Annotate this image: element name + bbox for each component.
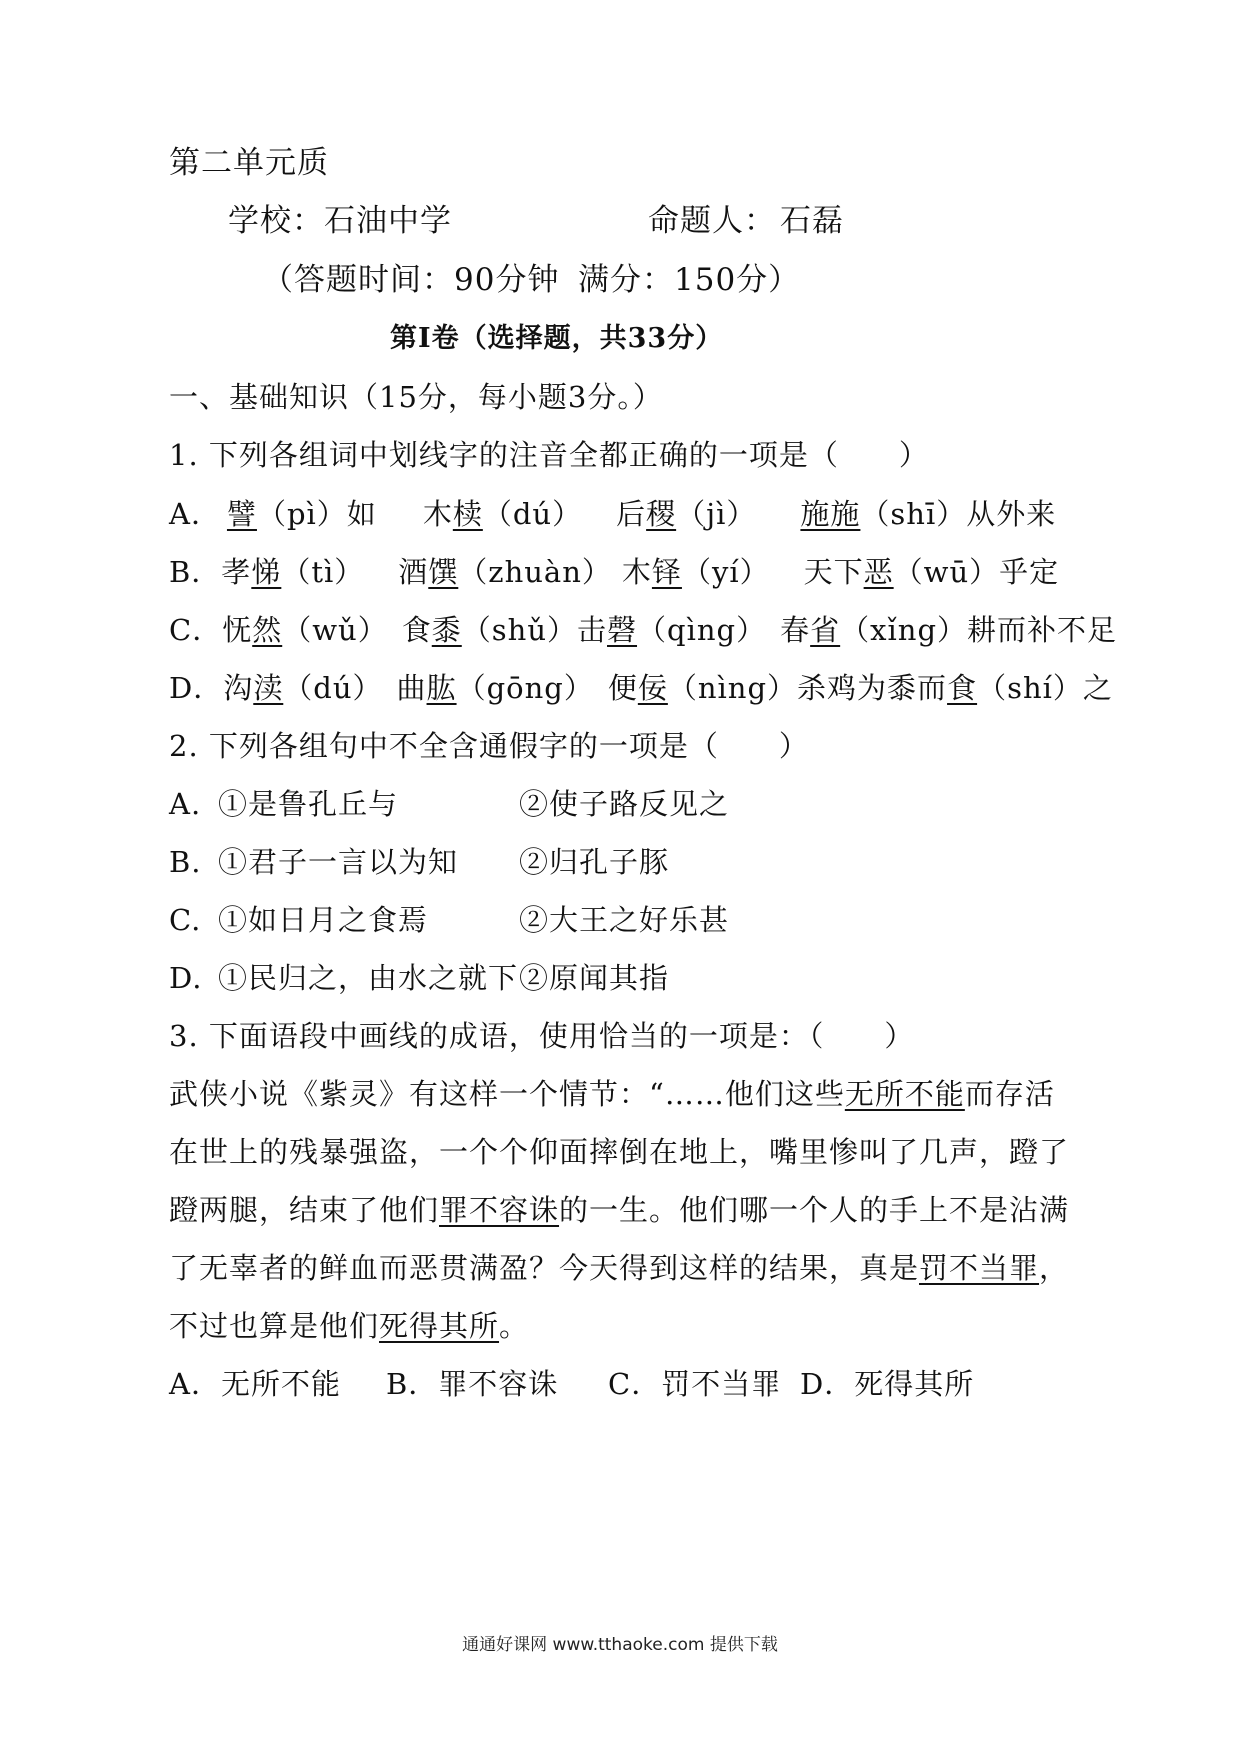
school-label: 学校：石油中学	[228, 203, 452, 239]
option-text: （qìng）	[637, 613, 767, 647]
q2-option-c-s1: ①如日月之食焉	[218, 903, 429, 937]
q3-paragraph-line-3	[169, 1190, 1069, 1230]
q3-paragraph-line-4	[169, 1248, 1069, 1288]
document-title: 第二单元质	[169, 145, 329, 181]
underlined-idiom: 罚不当罪	[919, 1251, 1040, 1285]
author-label: 命题人：	[648, 203, 776, 239]
q3-option-c: C．罚不当罪	[608, 1367, 782, 1401]
paragraph-text: 武侠小说《紫灵》有这样一个情节：“……他们这些	[169, 1077, 845, 1111]
option-text: 木	[621, 555, 652, 589]
option-text: （wǔ）	[282, 613, 388, 647]
option-text: 曲	[396, 671, 427, 705]
q3-stem: 3. 下面语段中画线的成语，使用恰当的一项是：（ ）	[169, 1019, 915, 1053]
underlined-idiom: 罪不容诛	[439, 1193, 560, 1227]
q2-option-b-s2: ②归孔子豚	[519, 845, 670, 879]
paragraph-text: 了无辜者的鲜血而恶贯满盈？今天得到这样的结果，真是	[169, 1251, 920, 1285]
volume-title: 第Ⅰ卷（选择题，共33分）	[390, 323, 724, 354]
underlined-char: 然	[252, 613, 283, 647]
option-text: 食	[401, 613, 432, 647]
underlined-char: 稷	[646, 497, 677, 531]
option-text: A．	[169, 497, 221, 531]
paragraph-text: 。	[499, 1309, 530, 1343]
underlined-char: 椟	[452, 497, 483, 531]
q2-option-b-letter: B.	[169, 845, 202, 879]
q2-option-a-s2: ②使子路反见之	[519, 787, 730, 821]
q2-option-c-s2: ②大王之好乐甚	[519, 903, 730, 937]
option-text: （wū）乎定	[893, 555, 1060, 589]
option-text: （pì）如	[256, 497, 377, 531]
paragraph-text: 不过也算是他们	[169, 1309, 380, 1343]
q2-option-d-s1: ①民归之，由水之就下	[218, 961, 519, 995]
underlined-char: 渎	[253, 671, 284, 705]
underlined-char: 恶	[863, 555, 894, 589]
q2-option-a-s1: ①是鲁孔丘与	[218, 787, 399, 821]
option-text: （jì）	[676, 497, 757, 531]
underlined-char: 佞	[637, 671, 668, 705]
option-text: （shǔ）击	[461, 613, 608, 647]
q2-option-d-letter: D.	[169, 961, 203, 995]
underlined-idiom: 无所不能	[844, 1077, 965, 1111]
page-footer: 通通好课网 www.tthaoke.com 提供下载	[462, 1635, 778, 1655]
q2-stem: 2. 下列各组句中不全含通假字的一项是（ ）	[169, 729, 809, 763]
q3-paragraph-line-5	[169, 1306, 529, 1346]
paragraph-text: 而存活	[964, 1077, 1055, 1111]
paragraph-text: ，	[1039, 1251, 1070, 1285]
q2-option-a-letter: A.	[169, 787, 202, 821]
q1-option-a	[169, 494, 1056, 534]
q1-stem: 1. 下列各组词中划线字的注音全都正确的一项是（ ）	[169, 438, 929, 472]
underlined-char: 省	[810, 613, 841, 647]
option-text: （dú）	[283, 671, 383, 705]
underlined-char: 施施	[800, 497, 861, 531]
option-text: （dú）	[482, 497, 583, 531]
q1-option-c	[169, 610, 1117, 650]
underlined-char: 馔	[428, 555, 459, 589]
option-text: 春	[780, 613, 811, 647]
q2-option-b-s1: ①君子一言以为知	[218, 845, 459, 879]
option-text: （gōng）	[456, 671, 594, 705]
option-text: B．孝	[169, 555, 252, 589]
option-text: 便	[607, 671, 638, 705]
underlined-char: 譬	[226, 497, 257, 531]
option-text: 天下	[803, 555, 864, 589]
q2-option-d-s2: ②原闻其指	[519, 961, 670, 995]
option-text: （zhuàn）	[458, 555, 612, 589]
option-text: 木	[422, 497, 453, 531]
underlined-char: 肱	[426, 671, 457, 705]
q3-option-a: A．无所不能	[169, 1367, 341, 1401]
underlined-char: 食	[947, 671, 978, 705]
score-info: 满分：150分）	[578, 262, 801, 298]
underlined-idiom: 死得其所	[379, 1309, 500, 1343]
underlined-char: 铎	[651, 555, 682, 589]
option-text: （nìng）杀鸡为黍而	[667, 671, 948, 705]
q1-option-d	[169, 668, 1113, 708]
option-text: （shí）之	[977, 671, 1113, 705]
underlined-char: 磬	[607, 613, 638, 647]
option-text: C．怃	[169, 613, 253, 647]
q3-paragraph-line-2: 在世上的残暴强盗，一个个仰面摔倒在地上，嘴里惨叫了几声，蹬了	[169, 1135, 1070, 1169]
option-text: （xǐng）耕而补不足	[840, 613, 1118, 647]
option-text: D．沟	[169, 671, 254, 705]
option-text: （tì）	[281, 555, 365, 589]
section-heading: 一、基础知识（15分，每小题3分。）	[169, 380, 663, 414]
q3-option-b: B．罪不容诛	[386, 1367, 559, 1401]
option-text: （shī）从外来	[860, 497, 1057, 531]
q2-option-c-letter: C.	[169, 903, 202, 937]
q3-paragraph-line-1	[169, 1074, 1055, 1114]
paragraph-text: 的一生。他们哪一个人的手上不是沾满	[559, 1193, 1070, 1227]
q1-option-b	[169, 552, 1059, 592]
option-text: （yí）	[681, 555, 770, 589]
author-name: 石磊	[780, 203, 844, 239]
option-text: 酒	[398, 555, 429, 589]
q3-option-d: D．死得其所	[800, 1367, 975, 1401]
option-text: 后	[616, 497, 647, 531]
paragraph-text: 蹬两腿，结束了他们	[169, 1193, 440, 1227]
underlined-char: 黍	[431, 613, 462, 647]
underlined-char: 悌	[251, 555, 282, 589]
time-info: （答题时间：90分钟	[262, 262, 560, 298]
